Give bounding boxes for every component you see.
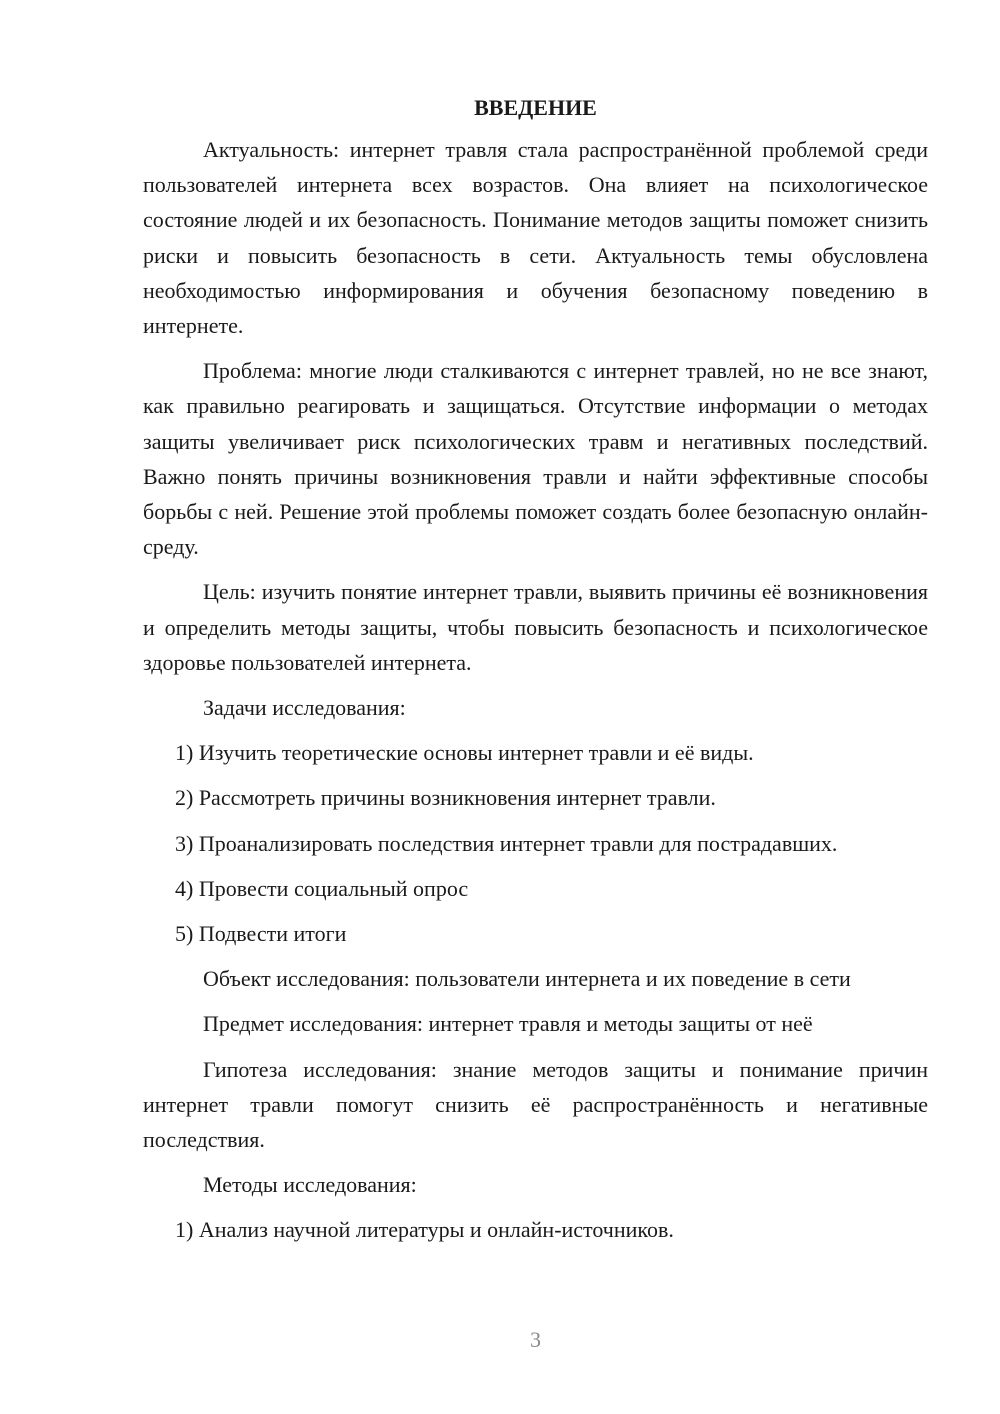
object-paragraph: Объект исследования: пользователи интернета и их поведение в сети (203, 966, 851, 992)
task-item-4: 4) Провести социальный опрос (175, 875, 469, 901)
document-page (143, 90, 928, 1258)
page-number: 3 (530, 1327, 541, 1352)
task-item-3: 3) Проанализировать последствия интернет травли для пострадавших. (175, 830, 838, 856)
problem-paragraph: Проблема: многие люди сталкиваются с интернет травлей, но не все знают, как правильно реагировать и защищаться. Отсутствие информации о методах защиты увеличивает риск психологических травм и негативных последствий. Важно понять причины возникновения травли и найти эффективные способы борьбы с ней. Решение этой проблемы поможет создать более безопасную онлайн-среду. (143, 358, 928, 560)
subject-paragraph: Предмет исследования: интернет травля и методы защиты от неё (203, 1011, 813, 1037)
hypothesis-paragraph: Гипотеза исследования: знание методов защиты и понимание причин интернет травли помогут снизить её распространённость и негативные последствия. (143, 1056, 928, 1153)
method-item-1: 1) Анализ научной литературы и онлайн-источников. (175, 1217, 674, 1243)
task-item-5: 5) Подвести итоги (175, 921, 347, 947)
goal-paragraph: Цель: изучить понятие интернет травли, выявить причины её возникновения и определить методы защиты, чтобы повысить безопасность и психологическое здоровье пользователей интернета. (143, 579, 928, 675)
methods-heading: Методы исследования: (203, 1172, 417, 1198)
task-item-2: 2) Рассмотреть причины возникновения интернет травли. (175, 785, 716, 811)
task-item-1: 1) Изучить теоретические основы интернет травли и её виды. (175, 740, 754, 766)
relevance-paragraph: Актуальность: интернет травля стала распространённой проблемой среди пользователей интернета всех возрастов. Она влияет на психологическое состояние людей и их безопасность. Понимание методов защиты поможет снизить риски и повысить безопасность в сети. Актуальность темы обусловлена необходимостью информирования и обучения безопасному поведению в интернете. (143, 137, 928, 339)
tasks-heading: Задачи исследования: (203, 695, 406, 721)
section-title: ВВЕДЕНИЕ (474, 95, 597, 120)
